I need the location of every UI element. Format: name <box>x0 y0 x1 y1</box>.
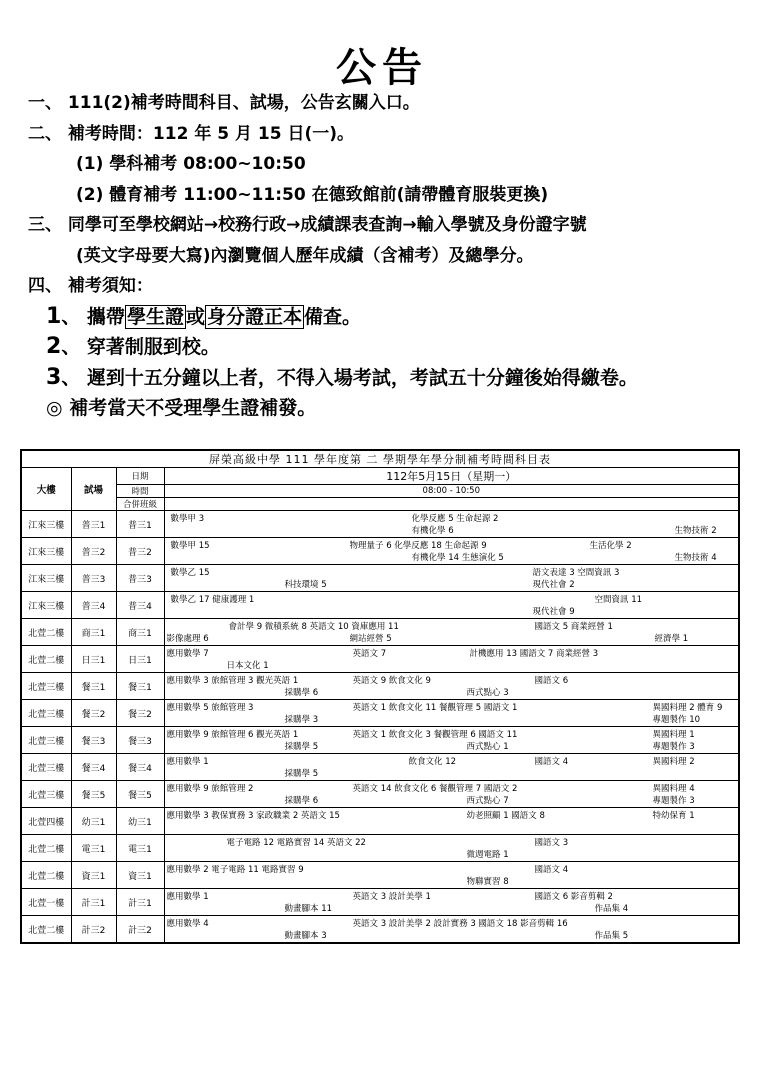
building-cell: 北萱二樓 <box>21 916 71 944</box>
subject-entry: 作品集 5 <box>594 931 629 941</box>
building-cell: 北萱三樓 <box>21 727 71 754</box>
subject-entry: 國語文 4 <box>534 865 569 875</box>
room-cell: 普三2 <box>71 538 116 565</box>
subjects-box <box>165 781 739 807</box>
subject-entry: 應用數學 7 <box>166 649 209 659</box>
rule-3-number: 3 <box>46 364 62 390</box>
subject-entry: 英語文 3 設計美學 2 設計實務 3 國語文 18 影音剪輯 16 <box>352 919 568 929</box>
subject-entry: 英語文 1 飲食文化 11 餐觀管理 5 國語文 1 <box>352 703 518 713</box>
header-time: 08:00 - 10:50 <box>164 485 739 498</box>
subject-entry: 數學甲 15 <box>170 541 210 551</box>
subjects-cell <box>164 754 739 781</box>
table-row <box>21 673 739 700</box>
subject-entry: 專題製作 3 <box>652 796 695 806</box>
building-cell: 江來三樓 <box>21 592 71 619</box>
class-cell: 幼三1 <box>116 808 164 835</box>
subject-entry: 微週電路 1 <box>466 850 509 860</box>
subjects-box <box>165 511 739 537</box>
subject-entry: 採購學 5 <box>284 769 319 779</box>
room-cell: 資三1 <box>71 862 116 889</box>
rule-1-text-e: 備查。 <box>303 305 361 328</box>
table-row <box>21 592 739 619</box>
room-cell: 普三4 <box>71 592 116 619</box>
subjects-box <box>165 592 739 618</box>
subject-entry: 英語文 14 飲食文化 6 餐觀管理 7 國語文 2 <box>352 784 518 794</box>
subject-entry: 採購學 6 <box>284 688 319 698</box>
schedule-table <box>20 449 740 944</box>
subjects-box <box>165 808 739 834</box>
subjects-cell <box>164 916 739 944</box>
rule-3-text: 、 遲到十五分鐘以上者，不得入場考試，考試五十分鐘後始得繳卷。 <box>61 366 638 389</box>
subjects-box <box>165 835 739 861</box>
header-class-label: 合併班級 <box>116 498 164 511</box>
subject-entry: 英語文 3 設計美學 1 <box>352 892 431 902</box>
header-time-label: 時間 <box>116 485 164 498</box>
class-cell: 餐三1 <box>116 673 164 700</box>
table-row <box>21 862 739 889</box>
building-cell: 北萱二樓 <box>21 646 71 673</box>
table-row <box>21 646 739 673</box>
rule-4: ◎ 補考當天不受理學生證補發。 <box>46 397 317 419</box>
subject-entry: 應用數學 4 <box>166 919 209 929</box>
room-cell: 電三1 <box>71 835 116 862</box>
header-date-label: 日期 <box>116 468 164 485</box>
subject-entry: 生物技術 2 <box>674 526 717 536</box>
class-cell: 普三1 <box>116 511 164 538</box>
table-row <box>21 916 739 944</box>
rule-2 <box>28 332 748 363</box>
class-cell: 餐三4 <box>116 754 164 781</box>
room-cell: 幼三1 <box>71 808 116 835</box>
subject-entry: 異國料理 1 <box>652 730 695 740</box>
subjects-box <box>165 619 739 645</box>
table-title: 屏榮高級中學 111 學年度第 二 學期學年學分制補考時間科目表 <box>21 450 739 468</box>
subject-entry: 應用數學 1 <box>166 892 209 902</box>
table-row <box>21 619 739 646</box>
subject-entry: 現代社會 9 <box>532 607 575 617</box>
subject-entry: 應用數學 9 旅館管理 6 觀光英語 1 <box>166 730 299 740</box>
subjects-cell <box>164 511 739 538</box>
room-cell: 計三1 <box>71 889 116 916</box>
subjects-cell <box>164 592 739 619</box>
subject-entry: 物理量子 6 化學反應 18 生命起源 9 <box>349 541 487 551</box>
building-cell: 北萱三樓 <box>21 754 71 781</box>
subject-entry: 動畫腳本 3 <box>284 931 327 941</box>
subject-entry: 西式點心 3 <box>466 688 509 698</box>
notice-item-1: 一、 111(2)補考時間科目、試場，公告玄關入口。 <box>28 93 420 113</box>
rule-1-text-a: 、 攜帶 <box>61 305 125 328</box>
schedule-rows <box>21 511 739 944</box>
room-cell: 餐三1 <box>71 673 116 700</box>
class-cell: 普三2 <box>116 538 164 565</box>
subject-entry: 有機化學 14 生態演化 5 <box>411 553 504 563</box>
subjects-cell <box>164 835 739 862</box>
table-row <box>21 565 739 592</box>
subjects-cell <box>164 646 739 673</box>
subjects-cell <box>164 700 739 727</box>
notice-item-2-2: (2) 體育補考 11:00~11:50 在德致館前(請帶體育服裝更換) <box>76 184 549 205</box>
subject-entry: 生活化學 2 <box>589 541 632 551</box>
subject-entry: 有機化學 6 <box>411 526 454 536</box>
subject-entry: 語文表達 3 空間資訊 3 <box>532 568 620 578</box>
subjects-box <box>165 754 739 780</box>
subject-entry: 物聯實習 8 <box>466 877 509 887</box>
subject-entry: 採購學 3 <box>284 715 319 725</box>
building-cell: 江來三樓 <box>21 538 71 565</box>
subjects-cell <box>164 808 739 835</box>
building-cell: 江來三樓 <box>21 565 71 592</box>
notice-block <box>28 88 748 424</box>
room-cell: 餐三3 <box>71 727 116 754</box>
subjects-box <box>165 727 739 753</box>
subjects-cell <box>164 673 739 700</box>
subject-entry: 國語文 5 商業經營 1 <box>534 622 613 632</box>
table-row <box>21 511 739 538</box>
building-cell: 北萱二樓 <box>21 835 71 862</box>
room-cell: 計三2 <box>71 916 116 944</box>
table-row <box>21 889 739 916</box>
subject-entry: 應用數學 3 旅館管理 3 觀光英語 1 <box>166 676 299 686</box>
class-cell: 餐三5 <box>116 781 164 808</box>
class-cell: 日三1 <box>116 646 164 673</box>
subjects-cell <box>164 862 739 889</box>
subject-entry: 科技環境 5 <box>284 580 327 590</box>
page-title: 公告 <box>336 44 428 91</box>
subject-entry: 計機應用 13 國語文 7 商業經營 3 <box>469 649 599 659</box>
table-row <box>21 727 739 754</box>
subject-entry: 英語文 1 飲食文化 3 餐觀管理 6 國語文 11 <box>352 730 518 740</box>
notice-item-4: 四、 補考須知： <box>28 276 153 296</box>
subject-entry: 應用數學 5 旅館管理 3 <box>166 703 254 713</box>
rule-1-number: 1 <box>46 303 62 329</box>
table-row <box>21 781 739 808</box>
class-cell: 餐三2 <box>116 700 164 727</box>
rule-2-text: 、 穿著制服到校。 <box>61 336 220 358</box>
subject-entry: 應用數學 2 電子電路 11 電路實習 9 <box>166 865 304 875</box>
subject-entry: 異國料理 4 <box>652 784 695 794</box>
table-row <box>21 754 739 781</box>
subject-entry: 數學甲 3 <box>170 514 205 524</box>
notice-item-3-cont: (英文字母要大寫)內瀏覽個人歷年成績（含補考）及總學分。 <box>76 245 534 266</box>
subject-entry: 異國料理 2 體育 9 <box>652 703 723 713</box>
subject-entry: 動畫腳本 11 <box>284 904 333 914</box>
header-building: 大樓 <box>21 468 71 511</box>
room-cell: 餐三4 <box>71 754 116 781</box>
subject-entry: 數學乙 17 健康護理 1 <box>170 595 255 605</box>
national-id-box: 身分證正本 <box>206 305 302 328</box>
schedule-table-wrap <box>20 449 738 944</box>
subject-entry: 英語文 9 飲食文化 9 <box>352 676 431 686</box>
subjects-cell <box>164 889 739 916</box>
rule-1-text-c: 或 <box>185 305 205 328</box>
room-cell: 餐三2 <box>71 700 116 727</box>
header-room: 試場 <box>71 468 116 511</box>
subject-entry: 應用數學 1 <box>166 757 209 767</box>
subject-entry: 西式點心 7 <box>466 796 509 806</box>
subject-entry: 專題製作 3 <box>652 742 695 752</box>
subjects-box <box>165 673 739 699</box>
subject-entry: 化學反應 5 生命起源 2 <box>411 514 499 524</box>
subject-entry: 作品集 4 <box>594 904 629 914</box>
class-cell: 資三1 <box>116 862 164 889</box>
room-cell: 商三1 <box>71 619 116 646</box>
rule-2-number: 2 <box>46 334 62 359</box>
building-cell: 北萱一樓 <box>21 889 71 916</box>
subject-entry: 數學乙 15 <box>170 568 210 578</box>
notice-item-3: 三、 同學可至學校網站→校務行政→成績課表查詢→輸入學號及身份證字號 <box>28 215 587 235</box>
subject-entry: 國語文 4 <box>534 757 569 767</box>
subject-entry: 經濟學 1 <box>654 634 689 644</box>
subjects-box <box>165 916 739 942</box>
subject-entry: 採購學 6 <box>284 796 319 806</box>
subject-entry: 電子電路 12 電路實習 14 英語文 22 <box>226 838 366 848</box>
subject-entry: 特幼保育 1 <box>652 811 695 821</box>
subject-entry: 國語文 3 <box>534 838 569 848</box>
subjects-cell <box>164 781 739 808</box>
subject-entry: 專題製作 10 <box>652 715 701 725</box>
subjects-box <box>165 565 739 591</box>
header-blank <box>164 498 739 511</box>
subject-entry: 影像處理 6 <box>166 634 209 644</box>
class-cell: 計三2 <box>116 916 164 944</box>
subject-entry: 國語文 6 影音剪輯 2 <box>534 892 613 902</box>
subject-entry: 現代社會 2 <box>532 580 575 590</box>
subject-entry: 異國料理 2 <box>652 757 695 767</box>
class-cell: 電三1 <box>116 835 164 862</box>
room-cell: 餐三5 <box>71 781 116 808</box>
subjects-box <box>165 889 739 915</box>
subject-entry: 應用數學 3 教保實務 3 家政職業 2 英語文 15 <box>166 811 340 821</box>
building-cell: 北萱三樓 <box>21 673 71 700</box>
subjects-cell <box>164 565 739 592</box>
subject-entry: 應用數學 9 旅館管理 2 <box>166 784 254 794</box>
class-cell: 普三3 <box>116 565 164 592</box>
room-cell: 普三1 <box>71 511 116 538</box>
subjects-box <box>165 538 739 564</box>
room-cell: 日三1 <box>71 646 116 673</box>
subject-entry: 飲食文化 12 <box>408 757 457 767</box>
subject-entry: 採購學 5 <box>284 742 319 752</box>
building-cell: 北萱三樓 <box>21 781 71 808</box>
rule-3 <box>28 363 748 394</box>
building-cell: 江來三樓 <box>21 511 71 538</box>
building-cell: 北萱四樓 <box>21 808 71 835</box>
class-cell: 餐三3 <box>116 727 164 754</box>
subject-entry: 西式點心 1 <box>466 742 509 752</box>
subject-entry: 國語文 6 <box>534 676 569 686</box>
class-cell: 普三4 <box>116 592 164 619</box>
subjects-box <box>165 862 739 888</box>
class-cell: 計三1 <box>116 889 164 916</box>
building-cell: 北萱二樓 <box>21 862 71 889</box>
building-cell: 北萱三樓 <box>21 700 71 727</box>
subject-entry: 空間資訊 11 <box>594 595 643 605</box>
table-row <box>21 538 739 565</box>
notice-item-2: 二、 補考時間：112 年 5 月 15 日(一)。 <box>28 123 355 144</box>
header-date: 112年5月15日（星期一） <box>164 468 739 485</box>
subjects-cell <box>164 727 739 754</box>
subject-entry: 幼老照顧 1 國語文 8 <box>466 811 545 821</box>
building-cell: 北萱二樓 <box>21 619 71 646</box>
room-cell: 普三3 <box>71 565 116 592</box>
table-row <box>21 835 739 862</box>
subject-entry: 會計學 9 微積系統 8 英語文 10 資庫應用 11 <box>228 622 399 632</box>
subjects-cell <box>164 538 739 565</box>
subject-entry: 英語文 7 <box>352 649 387 659</box>
student-id-box: 學生證 <box>126 305 184 328</box>
subjects-box <box>165 646 739 672</box>
table-row <box>21 808 739 835</box>
notice-item-2-1: (1) 學科補考 08:00~10:50 <box>76 154 306 174</box>
subjects-box <box>165 700 739 726</box>
subject-entry: 生物技術 4 <box>674 553 717 563</box>
rule-1 <box>28 302 748 333</box>
subject-entry: 日本文化 1 <box>226 661 269 671</box>
subject-entry: 網站經營 5 <box>349 634 392 644</box>
table-row <box>21 700 739 727</box>
subjects-cell <box>164 619 739 646</box>
class-cell: 商三1 <box>116 619 164 646</box>
